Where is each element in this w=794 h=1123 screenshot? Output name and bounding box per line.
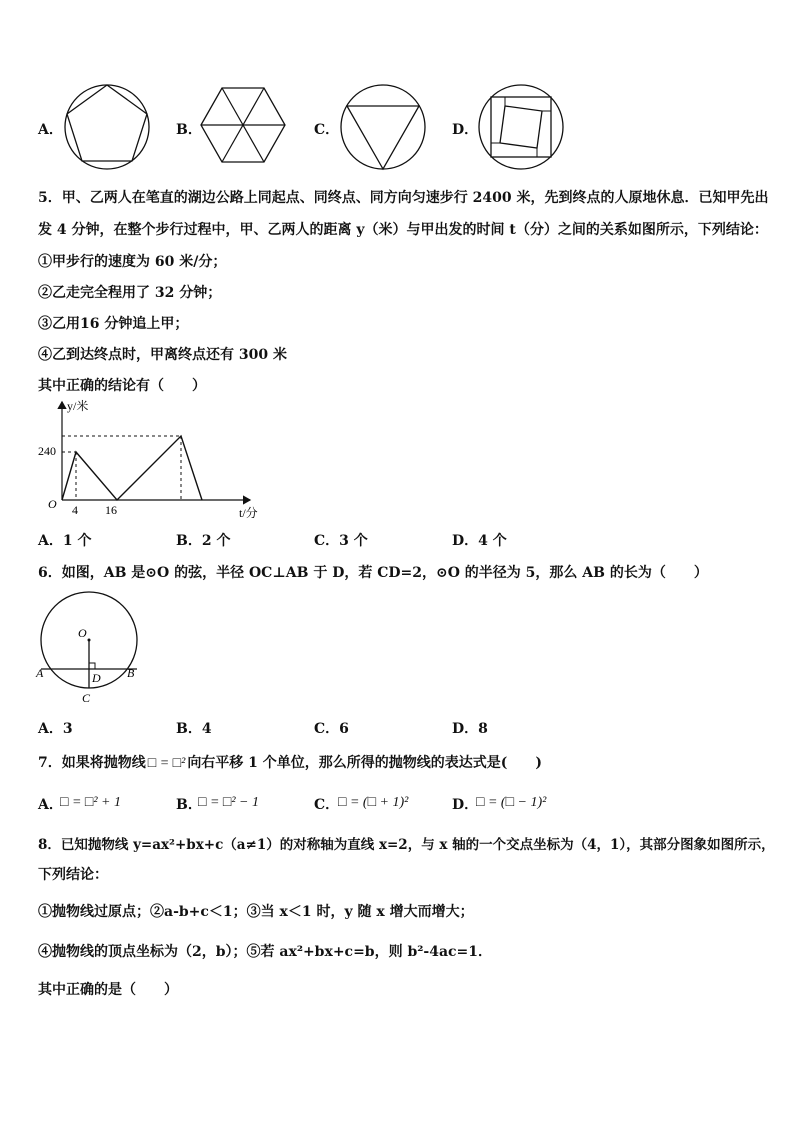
triangle-in-circle-icon [338,82,428,172]
y-axis-label: y/米 [67,399,89,413]
q7-option-a-expr: □ = □² + 1 [60,795,122,810]
q5-option-d: D．4 个 [452,533,507,549]
x-tick-4: 4 [72,503,78,517]
q6-stem: 6．如图，AB 是⊙O 的弦，半径 OC⊥AB 于 D，若 CD=2，⊙O 的半径为 5，那么 AB 的长为（ ） [38,565,708,581]
q7-option-d-expr: □ = (□ − 1)² [476,795,547,810]
q5-option-b: B．2 个 [176,533,231,549]
q5-stem-line1: 5．甲、乙两人在笔直的湖边公路上同起点、同终点、同方向匀速步行 2400 米，先到终点的人原地休息．已知甲先出 [38,190,769,206]
x-axis-label: t/分 [239,506,258,520]
q7-option-b-expr: □ = □² − 1 [198,795,260,810]
q5-option-c: C．3 个 [314,533,368,549]
right-angle-mark [89,663,95,669]
q8-conclusions-line1: ①抛物线过原点；②a-b+c＜1；③当 x＜1 时，y 随 x 增大而增大； [38,904,474,920]
q7-expr: □ = □² [147,756,186,771]
q5-distance-time-graph [36,396,272,520]
q7-option-c-label: C． [314,797,340,813]
q5-conclusion-1: ①甲步行的速度为 60 米/分； [38,254,227,270]
q5-conclusion-3: ③乙用16 分钟追上甲； [38,316,189,332]
squares-in-circle-icon [476,82,566,172]
label-d: D [92,671,101,685]
label-a: A [36,666,44,680]
q6-circle-figure [34,590,144,708]
q5-stem-line2: 发 4 分钟，在整个步行过程中，甲、乙两人的距离 y（米）与甲出发的时间 t（分）之间的关系如图所示，下列结论： [38,222,768,238]
q7-option-b-label: B． [176,797,202,813]
q8-question: 其中正确的是（ ） [38,982,178,998]
q7-stem-part1: 7．如果将抛物线 [38,755,146,771]
label-o: O [78,626,87,640]
q7-option-a-label: A． [38,797,63,813]
q8-stem-line2: 下列结论： [38,867,108,883]
label-c: C [82,691,91,705]
q6-option-a: A．3 [38,721,73,737]
q4-option-b-label: B． [176,122,202,138]
q6-option-b: B．4 [176,721,212,737]
y-tick-240: 240 [38,444,56,458]
hexagon-with-diagonals-icon [198,84,288,166]
q7-option-c-expr: □ = (□ + 1)² [338,795,409,810]
q7-stem [38,752,542,772]
q7-option-d-label: D． [452,797,479,813]
q5-conclusion-4: ④乙到达终点时，甲离终点还有 300 米 [38,347,287,363]
label-b: B [127,666,135,680]
q8-conclusions-line2: ④抛物线的顶点坐标为（2，b）；⑤若 ax²+bx+c=b，则 b²-4ac=1． [38,944,493,960]
q7-stem-part2: 向右平移 1 个单位，那么所得的抛物线的表达式是( ) [187,755,543,771]
pentagon-in-circle-icon [62,82,152,172]
q8-stem-line1: 8．已知抛物线 y=ax²+bx+c（a≠1）的对称轴为直线 x=2，与 x 轴的一个交点坐标为（4，1），其部分图象如图所示， [38,837,775,853]
q4-option-d-label: D． [452,122,479,138]
q6-option-c: C．6 [314,721,349,737]
q5-option-a: A．1 个 [38,533,92,549]
x-tick-16: 16 [105,503,117,517]
q5-conclusion-2: ②乙走完全程用了 32 分钟； [38,285,222,301]
origin-label: O [48,497,57,511]
q6-option-d: D．8 [452,721,488,737]
q5-question: 其中正确的结论有（ ） [38,378,206,394]
q4-option-a-label: A． [38,122,63,138]
q4-option-c-label: C． [314,122,340,138]
